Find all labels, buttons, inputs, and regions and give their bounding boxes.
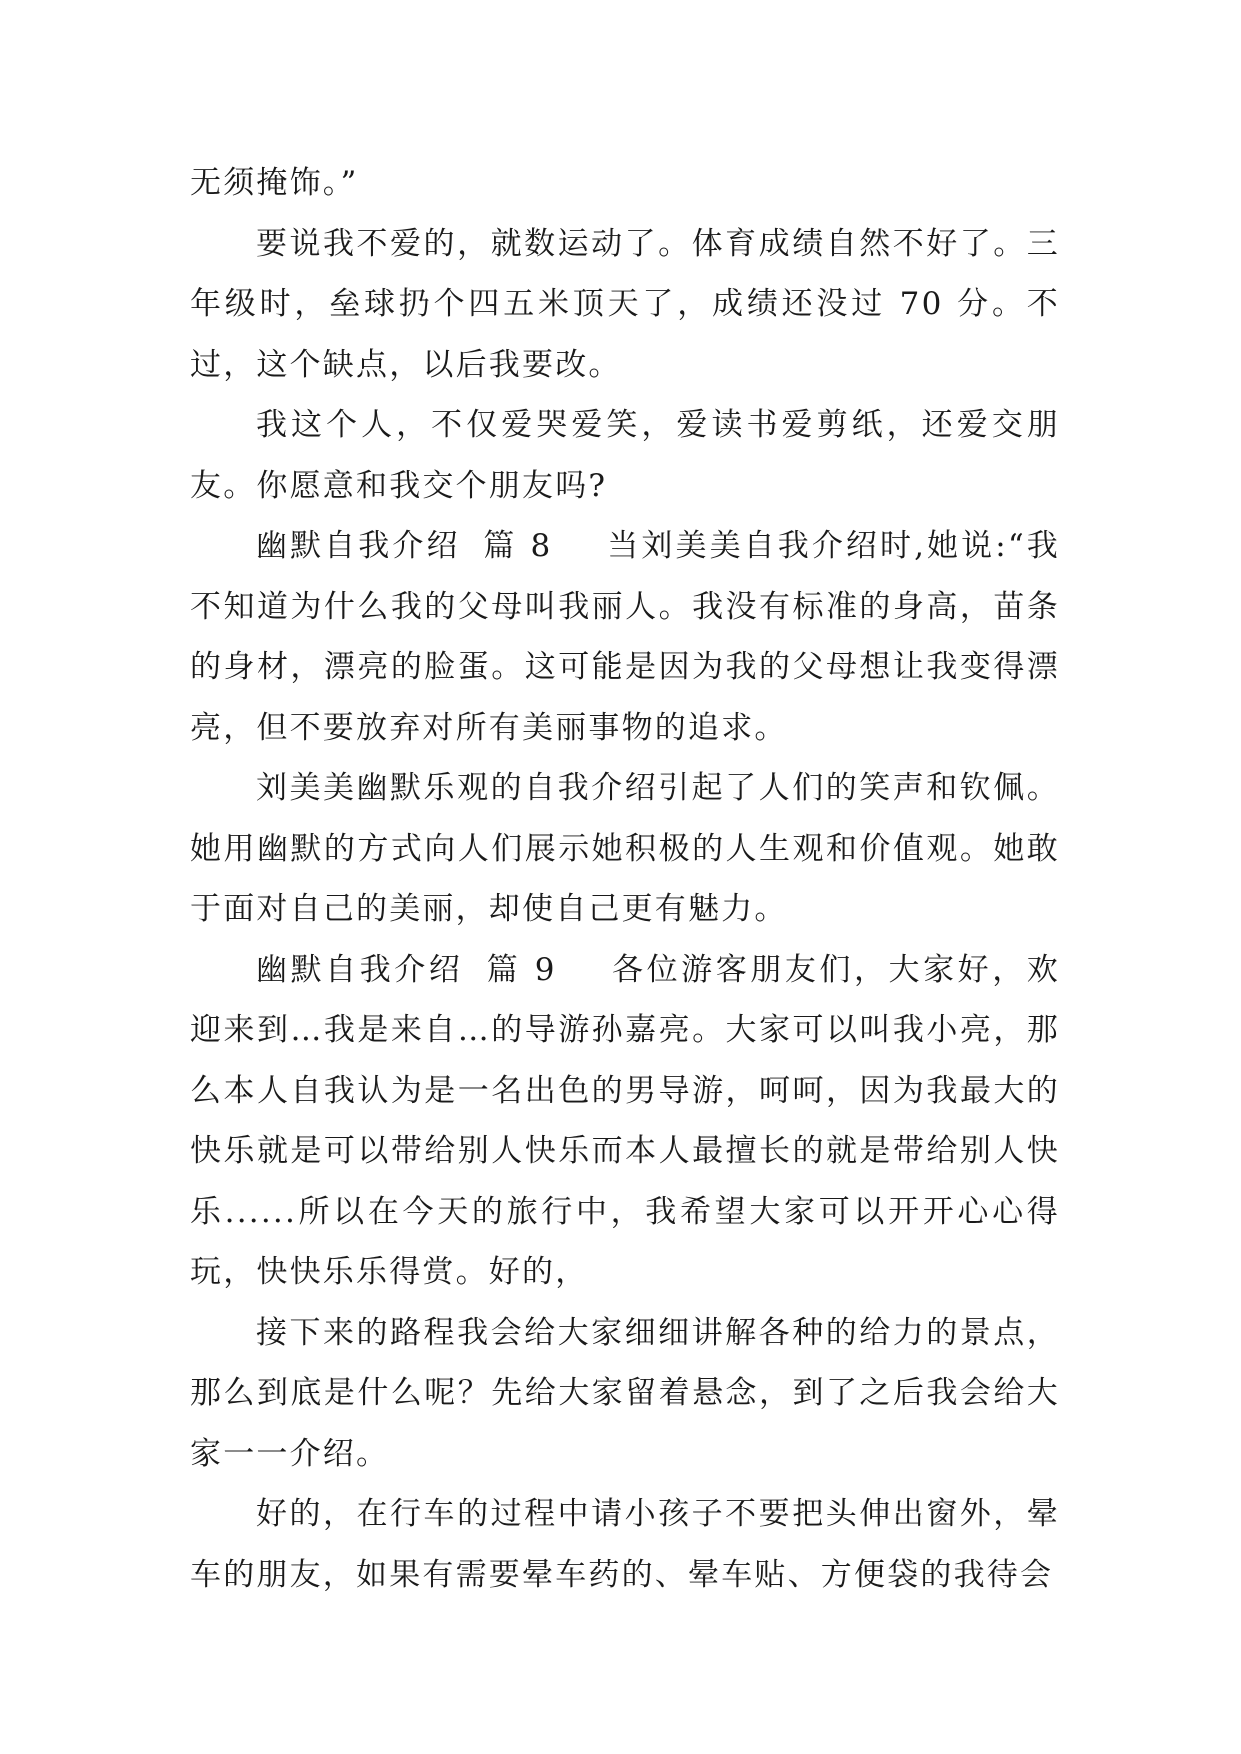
paragraph-4-text: 当刘美美自我介绍时,她说:“我不知道为什么我的父母叫我丽人。我没有标准的身高，苗条的身材，漂亮的脸蛋。这可能是因为我的父母想让我变得漂亮，但不要放弃对所有美丽事物的追求。 xyxy=(190,528,1061,746)
paragraph-4 xyxy=(190,516,1060,758)
paragraph-2: 要说我不爱的，就数运动了。体育成绩自然不好了。三年级时，垒球扔个四五米顶天了，成绩还没过 70 分。不过，这个缺点，以后我要改。 xyxy=(190,225,1060,383)
paragraph-6 xyxy=(190,940,1060,1303)
section-heading-number: 篇 8 xyxy=(482,528,553,564)
section-heading-title: 幽默自我介绍 xyxy=(256,951,464,988)
paragraph-1: 无须掩饰。” xyxy=(190,165,359,201)
document-body xyxy=(190,153,1060,1605)
paragraph-7: 接下来的路程我会给大家细细讲解各种的给力的景点，那么到底是什么呢？先给大家留着悬念，到了之后我会给大家一一介绍。 xyxy=(190,1314,1060,1472)
paragraph-6-text: 各位游客朋友们，大家好，欢迎来到…我是来自…的导游孙嘉亮。大家可以叫我小亮，那么本人自我认为是一名出色的男导游，呵呵，因为我最大的快乐就是可以带给别人快乐而本人最擅长的就是带给别人快乐......所以在今天的旅行中，我希望大家可以开开心心得玩，快快乐乐得赏。好的， xyxy=(190,951,1060,1290)
section-heading-title: 幽默自我介绍 xyxy=(256,528,461,564)
section-heading-number: 篇 9 xyxy=(485,951,557,988)
paragraph-3: 我这个人，不仅爱哭爱笑，爱读书爱剪纸，还爱交朋友。你愿意和我交个朋友吗? xyxy=(190,407,1060,504)
paragraph-8: 好的，在行车的过程中请小孩子不要把头伸出窗外，晕车的朋友，如果有需要晕车药的、晕车贴、方便袋的我待会 xyxy=(190,1496,1060,1593)
paragraph-5: 刘美美幽默乐观的自我介绍引起了人们的笑声和钦佩。她用幽默的方式向人们展示她积极的人生观和价值观。她敢于面对自己的美丽，却使自己更有魅力。 xyxy=(190,770,1060,927)
